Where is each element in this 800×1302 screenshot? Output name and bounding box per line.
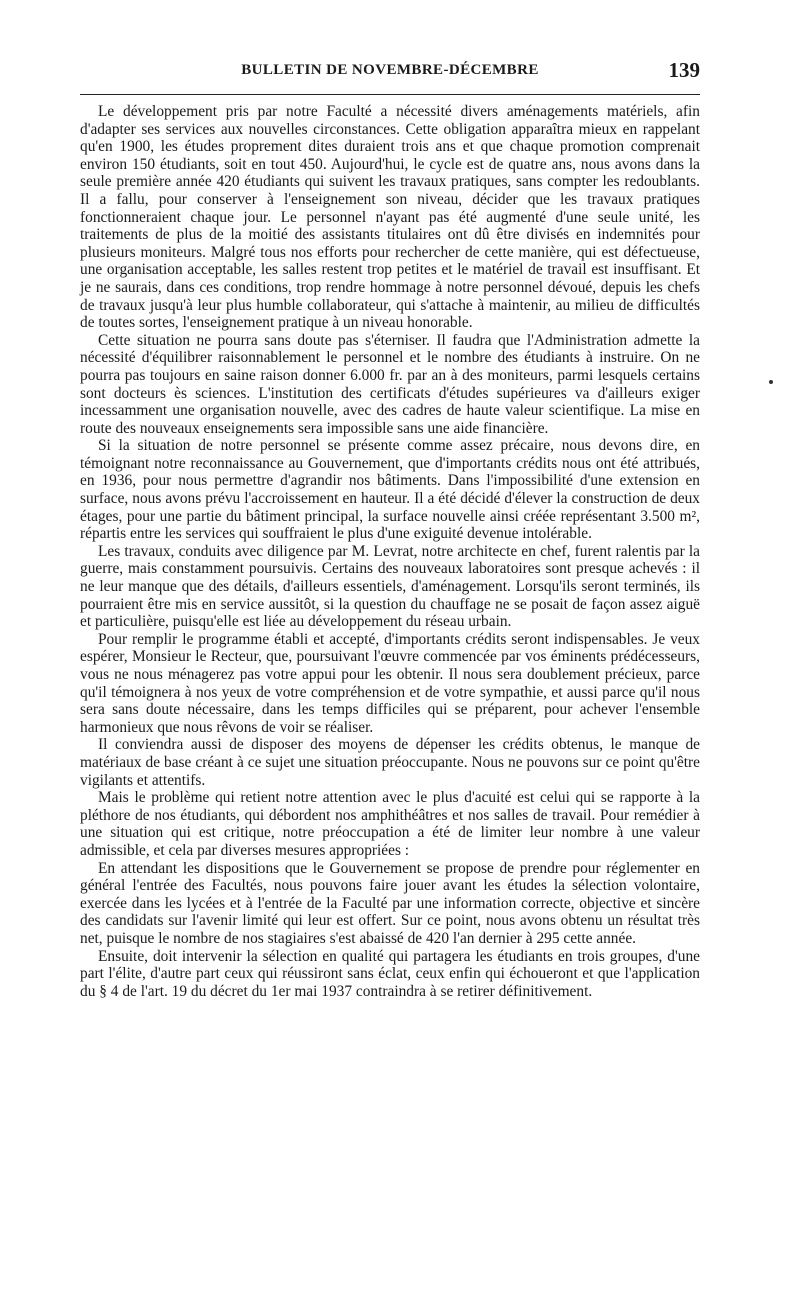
paragraph: Mais le problème qui retient notre attention avec le plus d'acuité est celui qui se rapporte à la pléthore de nos étudiants, qui débordent nos amphithéâtres et nos salles de travail. Pour remédier à une situation qui est critique, notre préoccupation a été de limiter leur nombre à une valeur admissible, et cela par diverses mesures appropriées : bbox=[80, 789, 700, 859]
paragraph: Cette situation ne pourra sans doute pas s'éterniser. Il faudra que l'Administration admette la nécessité d'équilibrer raisonnablement le personnel et le nombre des étudiants à instruire. On ne pourra pas toujours en saine raison donner 6.000 fr. par an à des moniteurs, parmi lesquels certains sont docteurs ès sciences. L'institution des certificats d'études supérieures va d'ailleurs exiger incessamment une organisation nouvelle, avec des cadres de haute valeur scientifique. La mise en route des nouveaux enseignements sera impossible sans une aide financière. bbox=[80, 331, 700, 437]
paragraph: Le développement pris par notre Faculté a nécessité divers aménagements matériels, afin d'adapter ses services aux nouvelles circonstances. Cette obligation apparaîtra mieux en rappelant qu'en 1900, les études proprement dites duraient trois ans et que chaque promotion comprenait environ 150 étudiants, soit en tout 450. Aujourd'hui, le cycle est de quatre ans, nous avons dans la seule première année 420 étudiants qui suivent les travaux pratiques, sans compter les redoublants. Il a fallu, pour conserver à l'enseignement son niveau, décider que les travaux pratiques fonctionneraient chaque jour. Le personnel n'ayant pas été augmenté d'une seule unité, les traitements de plus de la moitié des assistants titulaires ont dû être divisés en indemnités pour plusieurs moniteurs. Malgré tous nos efforts pour rechercher de cette manière, qui est défectueuse, une organisation acceptable, les salles restent trop petites et le matériel de travail est insuffisant. Et je ne saurais, dans ces conditions, trop rendre hommage à notre personnel dévoué, depuis les chefs de travaux jusqu'à leur plus humble collaborateur, qui s'attache à maintenir, au milieu de difficultés de toutes sortes, l'enseignement pratique à un niveau honorable. bbox=[80, 103, 700, 332]
header-rule bbox=[80, 94, 700, 95]
paragraph: Pour remplir le programme établi et accepté, d'importants crédits seront indispensables. Je veux espérer, Monsieur le Recteur, que, poursuivant l'œuvre commencée par vos éminents prédécesseurs, vous ne nous ménagerez pas votre appui pour les obtenir. Il nous sera doublement précieux, parce qu'il témoignera à nos yeux de votre compréhension et de votre sympathie, et aussi parce qu'il nous sera sans doute nécessaire, dans les temps difficiles qui se préparent, pour achever l'ensemble harmonieux que nous rêvons de voir se réaliser. bbox=[80, 630, 700, 736]
paragraph: Les travaux, conduits avec diligence par M. Levrat, notre architecte en chef, furent ralentis par la guerre, mais constamment poursuivis. Certains des nouveaux laboratoires sont presque achevés : il ne leur manque que des détails, d'ailleurs essentiels, d'aménagement. Lorsqu'ils seront terminés, ils pourraient être mis en service aussitôt, si la question du chauffage ne se posait de façon assez aiguë et particulière, puisqu'elle est liée au développement du réseau urbain. bbox=[80, 542, 700, 631]
paragraph: Il conviendra aussi de disposer des moyens de dépenser les crédits obtenus, le manque de matériaux de base créant à ce sujet une situation préoccupante. Nous ne pouvons sur ce point qu'être vigilants et attentifs. bbox=[80, 736, 700, 789]
paragraph: Si la situation de notre personnel se présente comme assez précaire, nous devons dire, en témoignant notre reconnaissance au Gouvernement, que d'importants crédits nous ont été attribués, en 1936, pour nous permettre d'agrandir nos bâtiments. Dans l'impossibilité d'une extension en surface, nous avons prévu l'accroissement en hauteur. Il a été décidé d'élever la construction de deux étages, pour une partie du bâtiment principal, la surface nouvelle ainsi créée représentant 3.500 m², répartis entre les services qui souffraient le plus d'une exiguité devenue intolérable. bbox=[80, 437, 700, 543]
page-header bbox=[80, 58, 700, 88]
paragraph: En attendant les dispositions que le Gouvernement se propose de prendre pour réglementer en général l'entrée des Facultés, nous pouvons faire jouer avant les études la sélection volontaire, exercée dans les lycées et à l'entrée de la Faculté par une information correcte, objective et sincère des candidats sur l'avenir limité qui leur est offert. Sur ce point, nous avons obtenu un résultat très net, puisque le nombre de nos stagiaires s'est abaissé de 420 l'an dernier à 295 cette année. bbox=[80, 859, 700, 947]
margin-dot bbox=[769, 380, 773, 384]
paragraph: Ensuite, doit intervenir la sélection en qualité qui partagera les étudiants en trois groupes, d'une part l'élite, d'autre part ceux qui réussiront sans éclat, ceux enfin qui échoueront et que l'application du § 4 de l'art. 19 du décret du 1er mai 1937 contraindra à se retirer définitivement. bbox=[80, 947, 700, 1000]
running-head: BULLETIN DE NOVEMBRE-DÉCEMBRE bbox=[241, 62, 539, 78]
body-text bbox=[80, 103, 700, 1000]
page-number: 139 bbox=[668, 58, 700, 82]
